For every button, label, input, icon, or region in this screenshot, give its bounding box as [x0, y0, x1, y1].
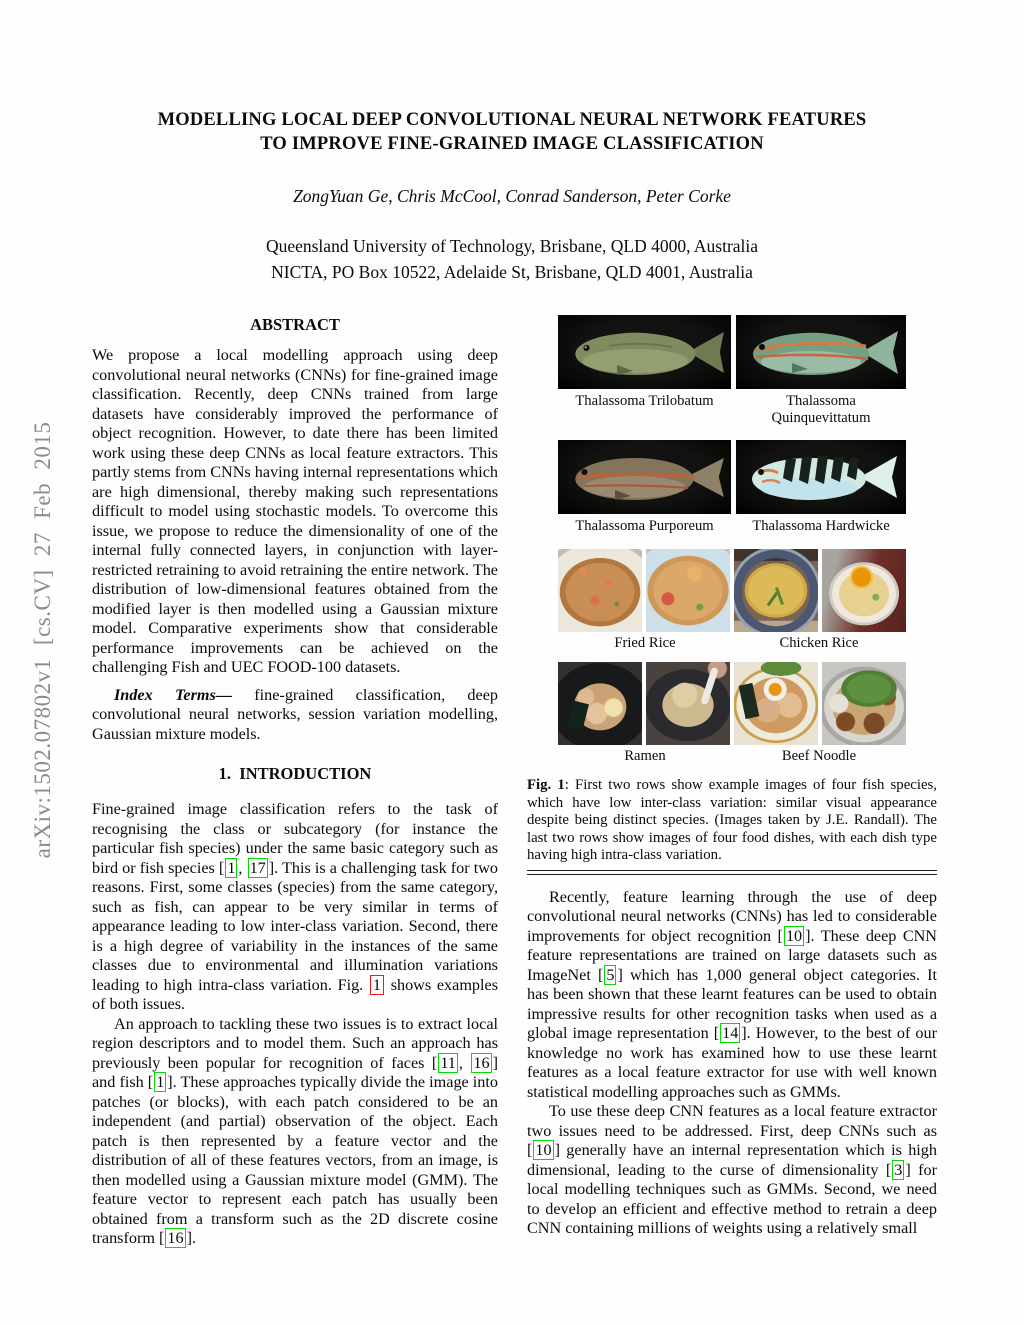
food-photo-ramen-1: [558, 662, 642, 745]
fish-photo-purporeum: [558, 440, 731, 514]
fish-illustration-icon: [558, 315, 731, 389]
citation-link[interactable]: 17: [249, 858, 266, 877]
index-terms: [92, 686, 498, 745]
intro-paragraph-2: An approach to tackling these two issues is to extract local region descriptors and to model them. Such an approach has previously been popular for recognition of faces [ 11 , 16 ] and fish [ 1 ]. These approaches typically divide the image into patches (or blocks), with each patch considered to be an independent (and partial) observation of the object. Each patch is then represented by a feature vector and the distribution of all of these features vectors, from an image, is then modelled using a Gaussian mixture model (GMM). The feature vector to represent each patch has usually been obtained from a transform such as the 2D discrete cosine transform [ 16 ].: [92, 1014, 498, 1247]
abstract-text: We propose a local modelling approach using deep convolutional neural networks (CNNs) for fine-grained image classification. Recently, deep CNNs trained from large datasets have considerably improved the performance of object recognition. However, to date there has been limited work using these deep CNNs as local feature extractors. This partly stems from CNNs having internal representations which are high dimensional, thereby making such representations difficult to model using stochastic models. To overcome this issue, we propose to reduce the dimensionality of one of the internal fully connected layers, in conjunction with layer-restricted retraining to avoid retraining the entire network. The distribution of low-dimensional features obtained from the modified layer is then modelled using a Gaussian mixture model. Comparative experiments show that considerable performance improvements can be achieved on the challenging Fish and UEC FOOD-100 datasets.: [92, 346, 498, 676]
figure-1-caption-tag: Fig. 1: [527, 777, 565, 793]
citation-link[interactable]: 16: [167, 1229, 184, 1247]
fish-tile-1: [558, 315, 731, 427]
food-photo-fried-rice-1: [558, 549, 642, 632]
two-column-body: [92, 315, 937, 1249]
fish-tile-2: [736, 315, 906, 427]
food-photo-chicken-rice-1: [734, 549, 818, 632]
fish-tile-4: [736, 440, 906, 535]
citation-link[interactable]: 3: [894, 1160, 903, 1179]
paper-header: [0, 0, 1024, 285]
right-column: [527, 315, 937, 1249]
paper-title-line-1: MODELLING LOCAL DEEP CONVOLUTIONAL NEURAL NETWORK FEATURES: [157, 110, 867, 130]
food-photo-beef-noodle-1: [734, 662, 818, 745]
fish-illustration-icon: [736, 440, 906, 514]
food-rows: [558, 549, 906, 765]
citation-link[interactable]: 11: [440, 1053, 456, 1072]
food-row-1: [558, 549, 906, 632]
fish-row-1: [558, 315, 906, 427]
right-paragraph-2: To use these deep CNN features as a local feature extractor two issues need to be addressed. First, deep CNNs such as [ 10 ] generally have an internal representation which is high dimensional, leading to the curse of dimensionality [ 3 ] for local modelling techniques such as GMMs. Second, we need to develop an efficient and effective method to retrain a deep CNN containing millions of weights using a relatively small: [527, 1102, 937, 1238]
fish-label-2: Thalassoma Quinquevittatum: [771, 393, 871, 426]
left-column: [92, 315, 498, 1249]
food-photo-beef-noodle-2: [822, 662, 906, 745]
fish-label-4: Thalassoma Hardwicke: [752, 518, 890, 534]
fish-photo-quinquevittatum: [736, 315, 906, 389]
food-row-2: [558, 662, 906, 745]
figure-reference-link[interactable]: 1: [370, 975, 384, 995]
index-terms-text: fine-grained classification, deep convolutional neural networks, session variation modelling, Gaussian mixture models.: [92, 685, 498, 743]
food-label-fried-rice: Fried Rice: [614, 635, 676, 651]
affiliations: [0, 233, 1024, 285]
fish-illustration-icon: [736, 315, 906, 389]
fish-illustration-icon: [558, 440, 731, 514]
citation-link[interactable]: 14: [722, 1024, 739, 1043]
fish-photo-trilobatum: [558, 315, 731, 389]
arxiv-watermark: arXiv:1502.07802v1 [cs.CV] 27 Feb 2015: [30, 421, 55, 859]
right-paragraph-1: Recently, feature learning through the use of deep convolutional neural networks (CNNs) has led to considerable improvements for object recognition [ 10 ]. These deep CNN feature representations are trained on large datasets such as ImageNet [ 5 ] which has 1,000 general object categories. It has been shown that these learnt features can be used to obtain impressive results for other recognition tasks when used as a global image representation [ 14 ]. However, to the best of our knowledge no work has examined how to use these learnt features as a local feature extractor for use with well known statistical modelling approaches such as GMMs.: [527, 887, 937, 1101]
fish-label-3: Thalassoma Purporeum: [575, 518, 714, 534]
food-photo-fried-rice-2: [646, 549, 730, 632]
figure-1-caption-text: : First two rows show example images of four fish species, which have low inter-class variation: similar visual appearance despite being distinct species. (Images taken by J.E. Randall). The last two rows show images of four food dishes, with each dish type having high intra-class variation.: [527, 777, 937, 864]
intro-paragraph-1: Fine-grained image classification refers to the task of recognising the class or subcategory (for instance the particular fish species) under the same basic category such as bird or fish species [ 1 , 17 ]. This is a challenging task for two reasons. First, some classes (species) from the same category, such as fish, can appear to be very similar in terms of appearance leading to low inter-class variation. Second, there is a high degree of variability in the instances of the same classes due to environmental and illumination variations leading to high intra-class variation. Fig. 1 shows examples of both issues.: [92, 800, 499, 1013]
citation-link[interactable]: 10: [535, 1141, 552, 1160]
paper-title: [0, 108, 1024, 156]
food-photo-chicken-rice-2: [822, 549, 906, 632]
food-label-chicken-rice: Chicken Rice: [779, 635, 859, 651]
index-terms-label: Index Terms—: [114, 685, 232, 704]
food-labels-row-2: [558, 748, 906, 765]
food-label-ramen: Ramen: [624, 748, 666, 764]
food-labels-row-1: [558, 635, 906, 652]
paper-title-line-2: TO IMPROVE FINE-GRAINED IMAGE CLASSIFICATION: [260, 134, 764, 154]
fish-label-1: Thalassoma Trilobatum: [575, 393, 714, 409]
section-1-heading: 1. INTRODUCTION: [218, 764, 372, 783]
citation-link[interactable]: 1: [156, 1073, 165, 1091]
affiliation-line-2: NICTA, PO Box 10522, Adelaide St, Brisbane, QLD 4001, Australia: [271, 262, 753, 282]
figure-1: [527, 315, 937, 875]
affiliation-line-1: Queensland University of Technology, Brisbane, QLD 4000, Australia: [265, 236, 759, 256]
figure-divider-rule: [527, 870, 937, 875]
fish-tile-3: [558, 440, 731, 535]
abstract-heading: ABSTRACT: [250, 315, 340, 334]
citation-link[interactable]: 1: [227, 858, 236, 877]
citation-link[interactable]: 16: [473, 1053, 490, 1072]
figure-1-caption: [527, 777, 937, 865]
fish-photo-hardwicke: [736, 440, 906, 514]
citation-link[interactable]: 10: [785, 926, 803, 945]
fish-row-2: [558, 440, 906, 535]
food-label-beef-noodle: Beef Noodle: [781, 748, 857, 764]
authors-line: ZongYuan Ge, Chris McCool, Conrad Sanderson, Peter Corke: [293, 186, 731, 206]
figure-1-images: [558, 315, 906, 765]
food-photo-ramen-2: [646, 662, 730, 745]
citation-link[interactable]: 5: [606, 965, 615, 984]
